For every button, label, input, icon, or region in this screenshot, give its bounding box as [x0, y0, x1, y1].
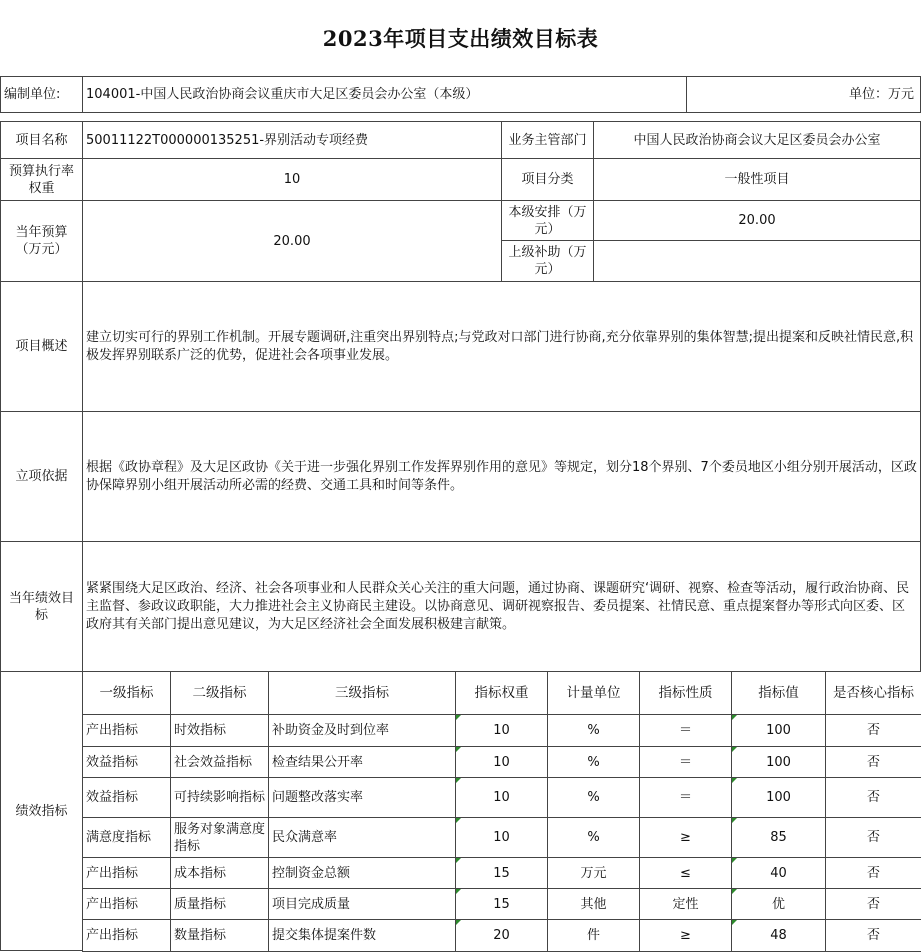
- local-allocation-value: 20.00: [593, 200, 921, 241]
- indicator-cell-nature: ≤: [639, 857, 732, 889]
- indicator-cell-unit: %: [547, 817, 640, 858]
- category-value: 一般性项目: [593, 158, 921, 201]
- project-name-value: 50011122T000000135251-界别活动专项经费: [82, 121, 502, 159]
- indicator-cell-l1: 产出指标: [82, 857, 171, 889]
- indicator-cell-l1: 产出指标: [82, 714, 171, 747]
- unit-label: 单位：万元: [686, 76, 921, 113]
- indicator-cell-core: 否: [825, 817, 921, 858]
- indicator-cell-unit: 万元: [547, 857, 640, 889]
- column-header: 是否核心指标: [825, 671, 921, 715]
- indicators-label: 绩效指标: [0, 671, 83, 951]
- indicator-cell-l1: 产出指标: [82, 888, 171, 920]
- indicator-cell-value: 40: [731, 857, 826, 889]
- indicator-cell-l2: 社会效益指标: [170, 746, 269, 778]
- page-title: 2023年项目支出绩效目标表: [322, 26, 599, 51]
- indicator-cell-l1: 效益指标: [82, 777, 171, 818]
- column-header: 指标权重: [455, 671, 548, 715]
- column-header: 指标值: [731, 671, 826, 715]
- indicator-cell-value: 100: [731, 777, 826, 818]
- column-header: 三级指标: [268, 671, 456, 715]
- category-label: 项目分类: [501, 158, 594, 201]
- column-header: 指标性质: [639, 671, 732, 715]
- org-value: 104001-中国人民政治协商会议重庆市大足区委员会办公室（本级）: [82, 76, 687, 113]
- indicator-cell-l3: 检查结果公开率: [268, 746, 456, 778]
- indicator-cell-weight: 15: [455, 888, 548, 920]
- indicator-cell-unit: %: [547, 746, 640, 778]
- column-header: 二级指标: [170, 671, 269, 715]
- indicator-cell-nature: ＝: [639, 714, 732, 747]
- indicator-cell-l2: 服务对象满意度指标: [170, 817, 269, 858]
- indicator-cell-core: 否: [825, 714, 921, 747]
- local-allocation-label: 本级安排（万元）: [501, 200, 594, 241]
- dept-value: 中国人民政治协商会议大足区委员会办公室: [593, 121, 921, 159]
- overview-label: 项目概述: [0, 281, 83, 412]
- basis-text: 根据《政协章程》及大足区政协《关于进一步强化界别工作发挥界别作用的意见》等规定，划分18个界别、7个委员地区小组分别开展活动，区政协保障界别小组开展活动所必需的经费、交通工具和时间等条件。: [82, 411, 921, 542]
- indicator-cell-value: 100: [731, 746, 826, 778]
- indicator-cell-core: 否: [825, 888, 921, 920]
- indicator-cell-unit: %: [547, 777, 640, 818]
- indicator-cell-nature: ＝: [639, 777, 732, 818]
- indicator-cell-nature: ＝: [639, 746, 732, 778]
- indicator-cell-core: 否: [825, 919, 921, 952]
- column-header: 一级指标: [82, 671, 171, 715]
- indicator-cell-value: 48: [731, 919, 826, 952]
- indicator-cell-unit: %: [547, 714, 640, 747]
- indicator-cell-weight: 15: [455, 857, 548, 889]
- goal-label: 当年绩效目标: [0, 541, 83, 672]
- indicator-cell-unit: 件: [547, 919, 640, 952]
- indicator-cell-value: 优: [731, 888, 826, 920]
- subsidy-label: 上级补助（万元）: [501, 240, 594, 282]
- overview-text: 建立切实可行的界别工作机制。开展专题调研,注重突出界别特点;与党政对口部门进行协商,充分依靠界别的集体智慧;提出提案和反映社情民意,积极发挥界别联系广泛的优势，促进社会各项事业发展。: [82, 281, 921, 412]
- subsidy-value: [593, 240, 921, 282]
- indicator-cell-core: 否: [825, 777, 921, 818]
- indicator-cell-l2: 数量指标: [170, 919, 269, 952]
- indicator-cell-weight: 10: [455, 817, 548, 858]
- indicator-cell-l1: 效益指标: [82, 746, 171, 778]
- indicator-cell-nature: 定性: [639, 888, 732, 920]
- indicator-cell-value: 100: [731, 714, 826, 747]
- indicator-cell-l3: 问题整改落实率: [268, 777, 456, 818]
- indicator-cell-core: 否: [825, 857, 921, 889]
- project-name-label: 项目名称: [0, 121, 83, 159]
- indicator-cell-l2: 可持续影响指标: [170, 777, 269, 818]
- indicator-cell-l3: 项目完成质量: [268, 888, 456, 920]
- indicator-cell-l2: 质量指标: [170, 888, 269, 920]
- exec-weight-label: 预算执行率权重: [0, 158, 83, 201]
- column-header: 计量单位: [547, 671, 640, 715]
- indicator-cell-weight: 20: [455, 919, 548, 952]
- exec-weight-value: 10: [82, 158, 502, 201]
- budget-label: 当年预算（万元）: [0, 200, 83, 282]
- org-label: 编制单位:: [0, 76, 83, 113]
- indicator-cell-unit: 其他: [547, 888, 640, 920]
- indicator-cell-l3: 补助资金及时到位率: [268, 714, 456, 747]
- goal-text: 紧紧围绕大足区政治、经济、社会各项事业和人民群众关心关注的重大问题，通过协商、课题研究‘调研、视察、检查等活动，履行政治协商、民主监督、参政议政职能，大力推进社会主义协商民主建设。以协商意见、调研视察报告、委员提案、社情民意、重点提案督办等形式向区委、区政府其有关部门提出意见建议，为大足区经济社会全面发展积极建言献策。: [82, 541, 921, 672]
- indicator-cell-nature: ≥: [639, 919, 732, 952]
- budget-value: 20.00: [82, 200, 502, 282]
- indicator-cell-weight: 10: [455, 746, 548, 778]
- indicator-cell-l2: 成本指标: [170, 857, 269, 889]
- basis-label: 立项依据: [0, 411, 83, 542]
- indicator-cell-l2: 时效指标: [170, 714, 269, 747]
- indicator-cell-core: 否: [825, 746, 921, 778]
- indicator-cell-l3: 控制资金总额: [268, 857, 456, 889]
- indicator-cell-l1: 产出指标: [82, 919, 171, 952]
- indicator-cell-l1: 满意度指标: [82, 817, 171, 858]
- indicator-cell-value: 85: [731, 817, 826, 858]
- indicator-cell-weight: 10: [455, 777, 548, 818]
- indicator-cell-l3: 民众满意率: [268, 817, 456, 858]
- dept-label: 业务主管部门: [501, 121, 594, 159]
- indicator-cell-nature: ≥: [639, 817, 732, 858]
- indicator-cell-weight: 10: [455, 714, 548, 747]
- indicator-cell-l3: 提交集体提案件数: [268, 919, 456, 952]
